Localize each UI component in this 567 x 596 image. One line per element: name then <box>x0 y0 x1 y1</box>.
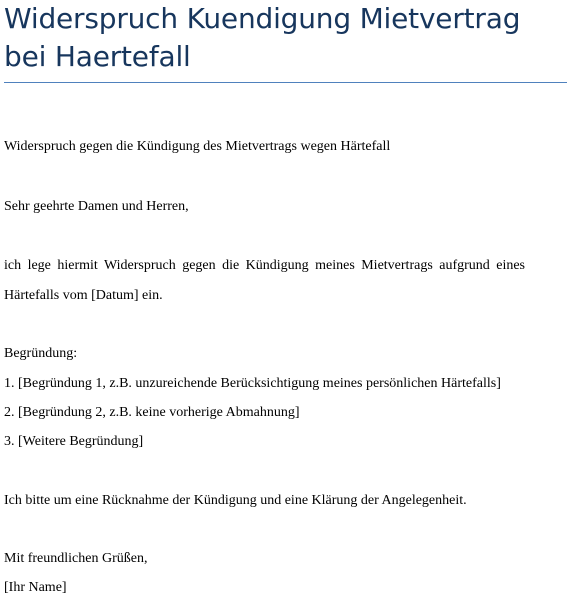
reason-item-2: 2. [Begründung 2, z.B. keine vorherige Abmahnung] <box>4 405 300 420</box>
salutation: Sehr geehrte Damen und Herren, <box>4 199 189 214</box>
title-divider <box>4 82 567 83</box>
reason-item-3: 3. [Weitere Begründung] <box>4 434 144 449</box>
reasons-heading: Begründung: <box>4 346 78 361</box>
subject-line: Widerspruch gegen die Kündigung des Mietvertrags wegen Härtefall <box>4 139 391 154</box>
intro-line-2: Härtefalls vom [Datum] ein. <box>4 288 163 303</box>
document-title <box>4 0 564 76</box>
signature-placeholder: [Ihr Name] <box>4 580 67 595</box>
request-paragraph: Ich bitte um eine Rücknahme der Kündigung und eine Klärung der Angelegenheit. <box>4 493 467 508</box>
title-line-1: Widerspruch Kuendigung Mietvertrag <box>4 2 521 35</box>
closing: Mit freundlichen Grüßen, <box>4 551 148 566</box>
intro-line-1: ich lege hiermit Widerspruch gegen die Kündigung meines Mietvertrags aufgrund eines <box>4 258 525 273</box>
reason-item-1: 1. [Begründung 1, z.B. unzureichende Berücksichtigung meines persönlichen Härtefalls] <box>4 376 501 391</box>
title-line-2: bei Haertefall <box>4 40 191 73</box>
